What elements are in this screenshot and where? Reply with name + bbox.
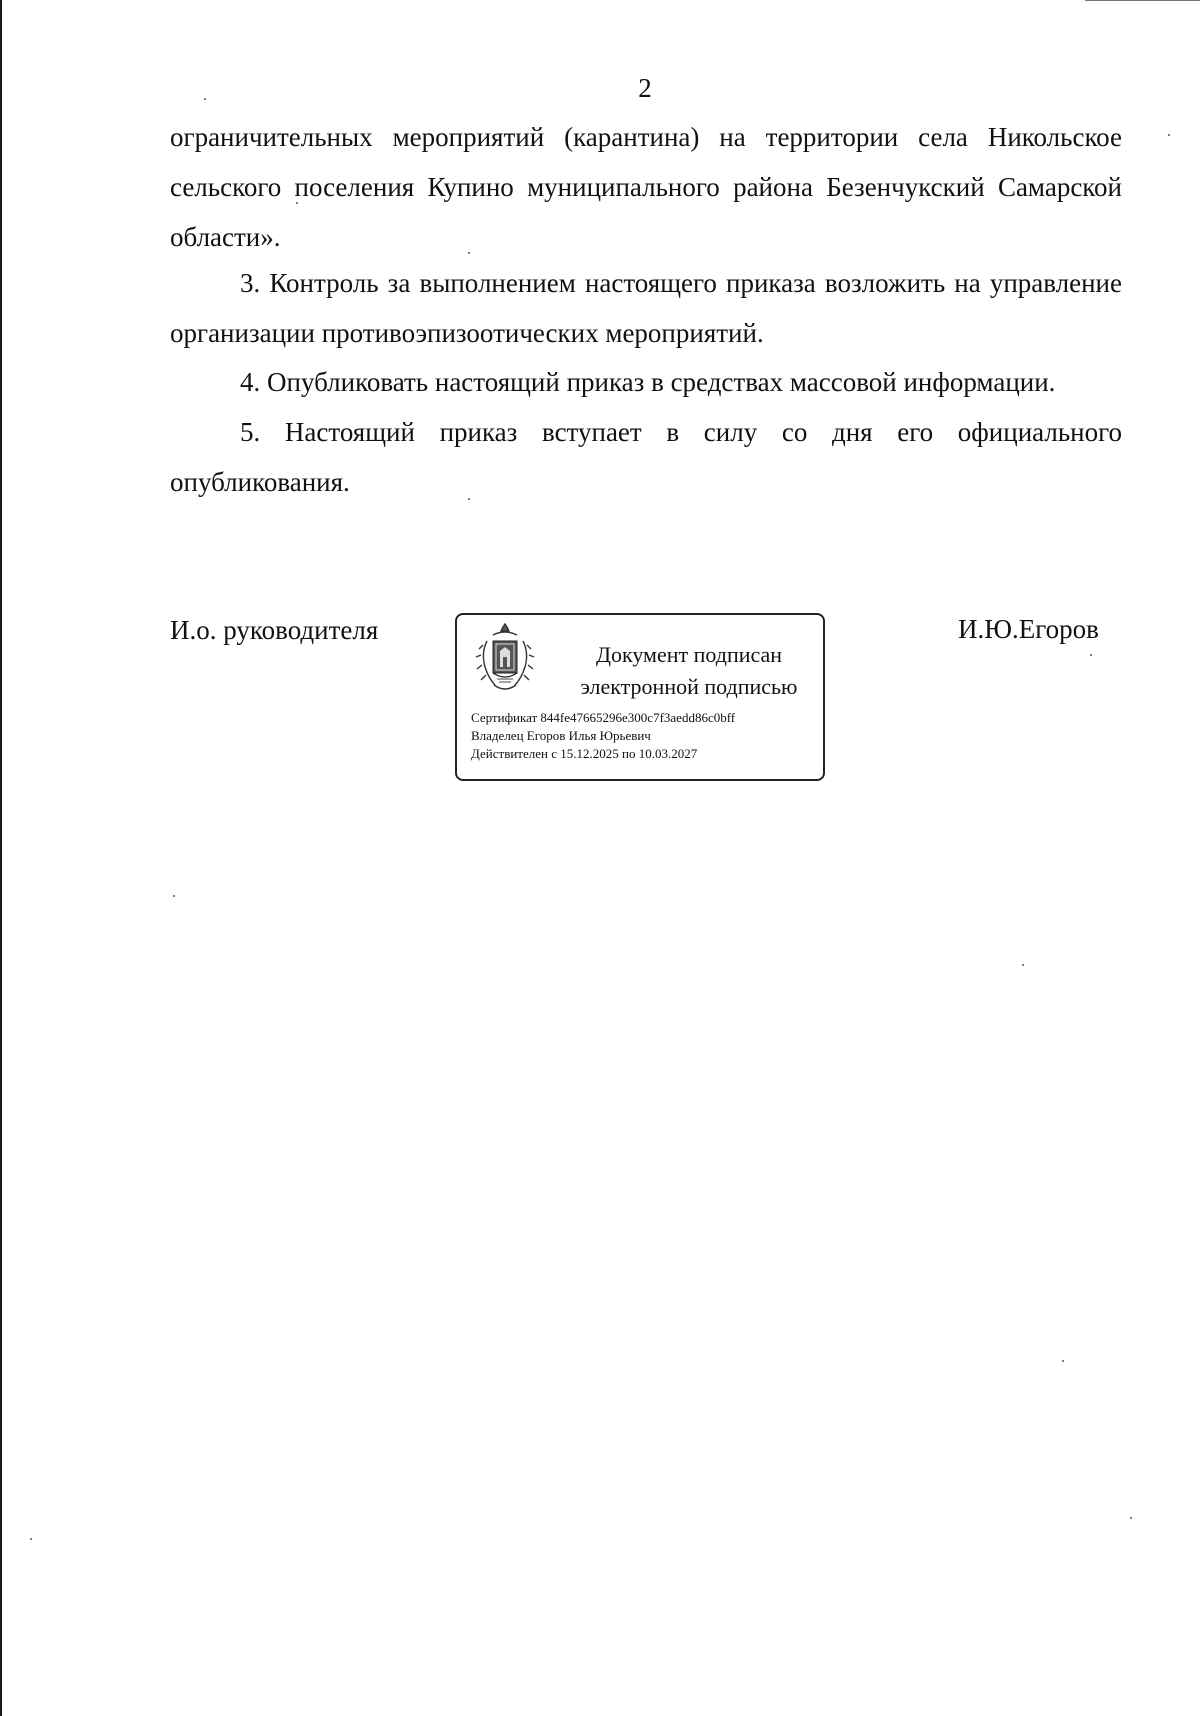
- stamp-validity: Действителен с 15.12.2025 по 10.03.2027: [471, 746, 698, 761]
- stamp-title-line: Документ подписан: [595, 642, 783, 667]
- paragraph-text: 5. Настоящий приказ вступает в силу со дня его официального опубликования.: [170, 417, 1122, 497]
- scan-speck: [173, 895, 175, 897]
- stamp-owner: Владелец Егоров Илья Юрьевич: [471, 728, 651, 743]
- scan-speck: [1062, 1360, 1064, 1362]
- stamp-title-line: электронной подписью: [580, 674, 798, 699]
- page-number: 2: [638, 73, 652, 103]
- stamp-details: [471, 709, 821, 763]
- paragraph-text: ограничительных мероприятий (карантина) на территории села Никольское сельского поселения Купино муниципального района Безенчукский Самарской области».: [170, 122, 1122, 252]
- scan-line: [1085, 0, 1200, 1]
- scan-speck: [1168, 134, 1170, 136]
- scan-edge: [0, 0, 2, 1716]
- stamp-title: [557, 639, 821, 703]
- paragraph-text: 4. Опубликовать настоящий приказ в средствах массовой информации.: [240, 367, 1056, 397]
- scan-speck: [30, 1538, 32, 1540]
- coat-of-arms-emblem-icon: [473, 623, 537, 695]
- scan-speck: [1022, 964, 1024, 966]
- paragraph-item-4: [170, 357, 1122, 407]
- paragraph-text: 3. Контроль за выполнением настоящего приказа возложить на управление организации противоэпизоотических мероприятий.: [170, 268, 1122, 348]
- paragraph-item-3: [170, 258, 1122, 358]
- electronic-signature-stamp: [455, 613, 825, 781]
- scan-speck: [1090, 654, 1092, 656]
- scan-speck: [1130, 1517, 1132, 1519]
- stamp-certificate: Сертификат 844fe47665296e300c7f3aedd86c0bff: [471, 710, 736, 725]
- signer-name: И.Ю.Егоров: [958, 614, 1099, 644]
- signer-position: И.о. руководителя: [170, 615, 379, 645]
- paragraph-continuation: [170, 112, 1122, 262]
- paragraph-item-5: [170, 407, 1122, 507]
